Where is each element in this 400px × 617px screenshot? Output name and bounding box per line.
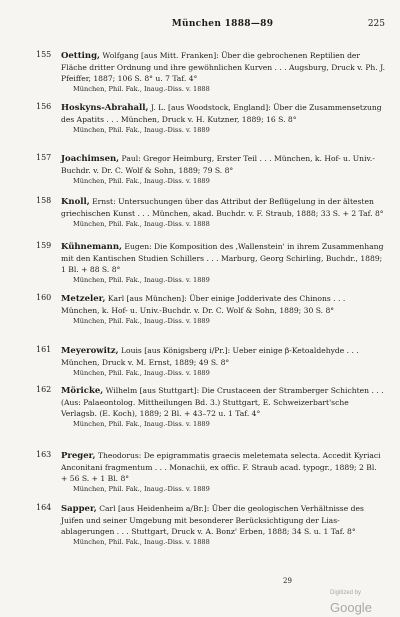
entry-number: 160: [36, 293, 52, 302]
dissertation-note: München, Phil. Fak., Inaug.-Diss. v. 1889: [73, 317, 210, 325]
entry-text: [61, 196, 385, 230]
dissertation-note: München, Phil. Fak., Inaug.-Diss. v. 1889: [73, 369, 210, 377]
entry-text: [61, 50, 385, 95]
entry-body: Carl [aus Heidenheim a/Br.]: Über die geologischen Verhältnisse des Juifen und seiner Umgebung mit besonderer Berücksichtigung der Lias-ablagerungen . . . Stuttgart, Druck v. A. Bonz' Erben, 1888; 34 S. u. 1 Taf. 8°: [61, 504, 364, 536]
entry-number: 161: [36, 345, 52, 354]
entry-text: [61, 385, 385, 430]
entry-number: 156: [36, 102, 52, 111]
dissertation-note: München, Phil. Fak., Inaug.-Diss. v. 1888: [73, 85, 210, 93]
entry-text: [61, 241, 385, 286]
author-name: Oetting,: [61, 51, 100, 61]
page-number: 225: [367, 19, 385, 29]
dissertation-note: München, Phil. Fak., Inaug.-Diss. v. 1889: [73, 126, 210, 134]
author-name: Möricke,: [61, 386, 104, 396]
watermark-brand: Google: [330, 600, 372, 615]
entry-text: [61, 153, 385, 187]
author-name: Kühnemann,: [61, 242, 122, 252]
entry-body: Theodorus: De epigrammatis graecis meletemata selecta. Accedit Kyriaci Anconitani fragmentum . . . Monachii, ex offic. F. Straub acad. typogr., 1889; 2 Bl. + 56 S. + 1 Bl. 8°: [61, 451, 381, 483]
entry-body: Paul: Gregor Heimburg, Erster Teil . . . München, k. Hof- u. Univ.-Buchdr. v. Dr. C. Wolf & Sohn, 1889; 79 S. 8°: [61, 154, 375, 175]
dissertation-note: München, Phil. Fak., Inaug.-Diss. v. 1888: [73, 220, 210, 228]
entry-text: [61, 345, 385, 379]
author-name: Metzeler,: [61, 294, 106, 304]
entry-body: Wilhelm [aus Stuttgart]: Die Crustaceen der Stramberger Schichten . . . (Aus: Palaeontolog. Mittheilungen Bd. 3.) Stuttgart, E. Schweizerbart'sche Verlagsb. (E. Koch), 1889; 2 Bl. + 43–72 u. 1 Taf. 4°: [61, 386, 384, 418]
header-title: München 1888—89: [171, 19, 274, 29]
entry-number: 162: [36, 385, 52, 394]
entry-number: 164: [36, 503, 52, 512]
entry-body: Ernst: Untersuchungen über das Attribut der Beflügelung in der ältesten griechischen Kunst . . . München, akad. Buchdr. v. F. Straub, 1888; 33 S. + 2 Taf. 8°: [61, 197, 384, 218]
signature-mark: 29: [283, 577, 292, 585]
entry-text: [61, 293, 385, 327]
entry-number: 158: [36, 196, 52, 205]
author-name: Sapper,: [61, 504, 97, 514]
entry-body: Karl [aus München]: Über einige Jodderivate des Chinons . . . München, k. Hof- u. Univ.-Buchdr. v. Dr. C. Wolf & Sohn, 1889; 30 S. 8°: [61, 294, 346, 315]
dissertation-note: München, Phil. Fak., Inaug.-Diss. v. 1889: [73, 420, 210, 428]
author-name: Hoskyns-Abrahall,: [61, 103, 149, 113]
dissertation-note: München, Phil. Fak., Inaug.-Diss. v. 1889: [73, 177, 210, 185]
entry-body: Louis [aus Königsberg i/Pr.]: Ueber einige β-Ketoaldehyde . . . München, Druck v. M. Ernst, 1889; 49 S. 8°: [61, 346, 359, 367]
entry-number: 159: [36, 241, 52, 250]
watermark-prefix: Digitized by: [330, 590, 362, 596]
author-name: Joachimsen,: [61, 154, 120, 164]
entry-number: 155: [36, 50, 52, 59]
entry-number: 163: [36, 450, 52, 459]
entry-text: [61, 450, 385, 495]
google-watermark: [330, 581, 400, 617]
author-name: Knoll,: [61, 197, 90, 207]
author-name: Meyerowitz,: [61, 346, 119, 356]
dissertation-note: München, Phil. Fak., Inaug.-Diss. v. 1889: [73, 276, 210, 284]
entry-text: [61, 102, 385, 136]
entry-text: [61, 503, 385, 548]
author-name: Preger,: [61, 451, 96, 461]
entry-body: J. L. [aus Woodstock, England]: Über die Zusammensetzung des Apatits . . . München, Druck v. H. Kutzner, 1889; 16 S. 8°: [61, 103, 382, 124]
dissertation-note: München, Phil. Fak., Inaug.-Diss. v. 1889: [73, 485, 210, 493]
entry-body: Wolfgang [aus Mitt. Franken]: Über die gebrochenen Reptilien der Fläche dritter Ordnung und ihre gewöhnlichen Kurven . . . Augsburg, Druck v. Ph. J. Pfeiffer, 1887; 106 S. 8° u. 7 Taf. 4°: [61, 51, 386, 83]
dissertation-note: München, Phil. Fak., Inaug.-Diss. v. 1888: [73, 538, 210, 546]
running-header: [60, 19, 385, 33]
entry-body: Eugen: Die Komposition des ‚Wallenstein' in ihrem Zusammenhang mit den Kantischen Studien Schillers . . . Marburg, Georg Schirling, Buchdr., 1889; 1 Bl. + 88 S. 8°: [61, 242, 384, 274]
entry-number: 157: [36, 153, 52, 162]
